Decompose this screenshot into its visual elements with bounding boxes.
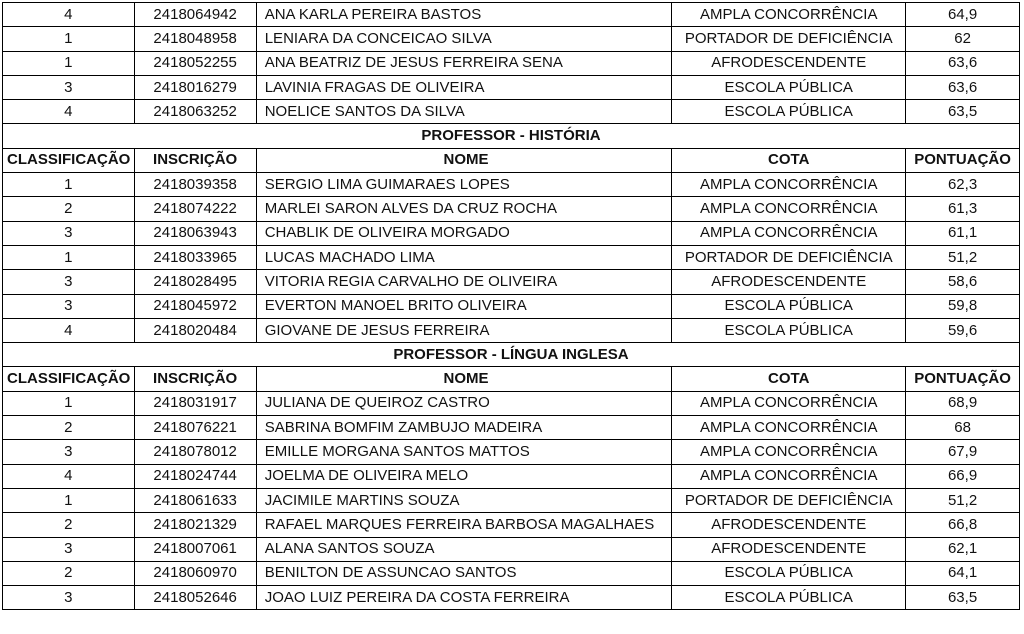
table-row [3, 27, 1020, 51]
cell-cota: AMPLA CONCORRÊNCIA [672, 197, 906, 221]
cell-pontuacao: 68,9 [906, 391, 1020, 415]
table-row [3, 513, 1020, 537]
cell-pontuacao: 51,2 [906, 245, 1020, 269]
section-title-row [3, 124, 1020, 148]
cell-cota: AMPLA CONCORRÊNCIA [672, 221, 906, 245]
table-row [3, 173, 1020, 197]
column-header-nome: NOME [256, 148, 672, 172]
cell-classificacao: 3 [3, 75, 135, 99]
cell-pontuacao: 63,5 [906, 100, 1020, 124]
cell-nome: RAFAEL MARQUES FERREIRA BARBOSA MAGALHAES [256, 513, 672, 537]
table-row [3, 3, 1020, 27]
cell-inscricao: 2418020484 [134, 318, 256, 342]
cell-classificacao: 2 [3, 197, 135, 221]
results-table [2, 2, 1020, 610]
cell-nome: LENIARA DA CONCEICAO SILVA [256, 27, 672, 51]
cell-cota: AFRODESCENDENTE [672, 270, 906, 294]
cell-nome: VITORIA REGIA CARVALHO DE OLIVEIRA [256, 270, 672, 294]
cell-inscricao: 2418064942 [134, 3, 256, 27]
cell-inscricao: 2418033965 [134, 245, 256, 269]
table-row [3, 391, 1020, 415]
column-header-row [3, 367, 1020, 391]
cell-pontuacao: 63,6 [906, 51, 1020, 75]
table-row [3, 440, 1020, 464]
cell-inscricao: 2418052255 [134, 51, 256, 75]
table-row [3, 294, 1020, 318]
cell-inscricao: 2418028495 [134, 270, 256, 294]
cell-cota: PORTADOR DE DEFICIÊNCIA [672, 488, 906, 512]
column-header-cota: COTA [672, 367, 906, 391]
cell-pontuacao: 63,5 [906, 586, 1020, 610]
column-header-cota: COTA [672, 148, 906, 172]
cell-nome: JULIANA DE QUEIROZ CASTRO [256, 391, 672, 415]
cell-pontuacao: 64,1 [906, 561, 1020, 585]
table-row [3, 51, 1020, 75]
cell-classificacao: 1 [3, 245, 135, 269]
column-header-classificacao: CLASSIFICAÇÃO [3, 367, 135, 391]
cell-classificacao: 3 [3, 440, 135, 464]
cell-pontuacao: 58,6 [906, 270, 1020, 294]
cell-nome: MARLEI SARON ALVES DA CRUZ ROCHA [256, 197, 672, 221]
cell-classificacao: 3 [3, 537, 135, 561]
cell-classificacao: 4 [3, 100, 135, 124]
cell-pontuacao: 64,9 [906, 3, 1020, 27]
cell-nome: LAVINIA FRAGAS DE OLIVEIRA [256, 75, 672, 99]
cell-cota: ESCOLA PÚBLICA [672, 586, 906, 610]
cell-pontuacao: 62,3 [906, 173, 1020, 197]
table-row [3, 197, 1020, 221]
column-header-classificacao: CLASSIFICAÇÃO [3, 148, 135, 172]
cell-nome: ANA KARLA PEREIRA BASTOS [256, 3, 672, 27]
cell-pontuacao: 62,1 [906, 537, 1020, 561]
cell-pontuacao: 66,9 [906, 464, 1020, 488]
cell-cota: ESCOLA PÚBLICA [672, 100, 906, 124]
cell-cota: PORTADOR DE DEFICIÊNCIA [672, 27, 906, 51]
column-header-nome: NOME [256, 367, 672, 391]
table-row [3, 245, 1020, 269]
cell-inscricao: 2418007061 [134, 537, 256, 561]
cell-inscricao: 2418024744 [134, 464, 256, 488]
cell-cota: ESCOLA PÚBLICA [672, 318, 906, 342]
cell-inscricao: 2418063252 [134, 100, 256, 124]
cell-cota: AFRODESCENDENTE [672, 537, 906, 561]
cell-nome: CHABLIK DE OLIVEIRA MORGADO [256, 221, 672, 245]
section-title: PROFESSOR - LÍNGUA INGLESA [3, 343, 1020, 367]
cell-inscricao: 2418060970 [134, 561, 256, 585]
cell-inscricao: 2418045972 [134, 294, 256, 318]
cell-classificacao: 3 [3, 294, 135, 318]
cell-pontuacao: 59,8 [906, 294, 1020, 318]
cell-cota: AMPLA CONCORRÊNCIA [672, 416, 906, 440]
section-title: PROFESSOR - HISTÓRIA [3, 124, 1020, 148]
cell-classificacao: 4 [3, 464, 135, 488]
cell-cota: ESCOLA PÚBLICA [672, 75, 906, 99]
cell-nome: ANA BEATRIZ DE JESUS FERREIRA SENA [256, 51, 672, 75]
cell-classificacao: 4 [3, 3, 135, 27]
cell-cota: AMPLA CONCORRÊNCIA [672, 440, 906, 464]
table-row [3, 416, 1020, 440]
cell-cota: ESCOLA PÚBLICA [672, 294, 906, 318]
table-row [3, 75, 1020, 99]
cell-cota: AMPLA CONCORRÊNCIA [672, 3, 906, 27]
cell-inscricao: 2418021329 [134, 513, 256, 537]
cell-nome: JOAO LUIZ PEREIRA DA COSTA FERREIRA [256, 586, 672, 610]
cell-pontuacao: 67,9 [906, 440, 1020, 464]
cell-classificacao: 1 [3, 391, 135, 415]
cell-classificacao: 1 [3, 51, 135, 75]
cell-nome: JOELMA DE OLIVEIRA MELO [256, 464, 672, 488]
cell-cota: ESCOLA PÚBLICA [672, 561, 906, 585]
cell-nome: EVERTON MANOEL BRITO OLIVEIRA [256, 294, 672, 318]
cell-classificacao: 1 [3, 27, 135, 51]
column-header-inscricao: INSCRIÇÃO [134, 367, 256, 391]
table-row [3, 586, 1020, 610]
cell-classificacao: 1 [3, 488, 135, 512]
table-row [3, 100, 1020, 124]
table-row [3, 561, 1020, 585]
cell-cota: AMPLA CONCORRÊNCIA [672, 391, 906, 415]
cell-classificacao: 4 [3, 318, 135, 342]
column-header-pontuacao: PONTUAÇÃO [906, 148, 1020, 172]
cell-inscricao: 2418063943 [134, 221, 256, 245]
cell-cota: AFRODESCENDENTE [672, 513, 906, 537]
table-row [3, 221, 1020, 245]
cell-inscricao: 2418031917 [134, 391, 256, 415]
cell-inscricao: 2418061633 [134, 488, 256, 512]
cell-pontuacao: 66,8 [906, 513, 1020, 537]
cell-cota: AFRODESCENDENTE [672, 51, 906, 75]
cell-inscricao: 2418076221 [134, 416, 256, 440]
cell-pontuacao: 62 [906, 27, 1020, 51]
cell-cota: AMPLA CONCORRÊNCIA [672, 464, 906, 488]
cell-classificacao: 2 [3, 416, 135, 440]
cell-nome: SERGIO LIMA GUIMARAES LOPES [256, 173, 672, 197]
cell-pontuacao: 63,6 [906, 75, 1020, 99]
cell-classificacao: 2 [3, 513, 135, 537]
cell-pontuacao: 59,6 [906, 318, 1020, 342]
cell-pontuacao: 68 [906, 416, 1020, 440]
cell-nome: LUCAS MACHADO LIMA [256, 245, 672, 269]
column-header-inscricao: INSCRIÇÃO [134, 148, 256, 172]
cell-nome: NOELICE SANTOS DA SILVA [256, 100, 672, 124]
cell-pontuacao: 61,3 [906, 197, 1020, 221]
table-row [3, 464, 1020, 488]
cell-classificacao: 2 [3, 561, 135, 585]
column-header-pontuacao: PONTUAÇÃO [906, 367, 1020, 391]
cell-nome: EMILLE MORGANA SANTOS MATTOS [256, 440, 672, 464]
table-row [3, 537, 1020, 561]
cell-nome: JACIMILE MARTINS SOUZA [256, 488, 672, 512]
cell-classificacao: 3 [3, 221, 135, 245]
cell-cota: PORTADOR DE DEFICIÊNCIA [672, 245, 906, 269]
cell-classificacao: 1 [3, 173, 135, 197]
cell-inscricao: 2418078012 [134, 440, 256, 464]
cell-nome: ALANA SANTOS SOUZA [256, 537, 672, 561]
cell-nome: SABRINA BOMFIM ZAMBUJO MADEIRA [256, 416, 672, 440]
cell-inscricao: 2418016279 [134, 75, 256, 99]
table-row [3, 488, 1020, 512]
cell-classificacao: 3 [3, 586, 135, 610]
cell-inscricao: 2418052646 [134, 586, 256, 610]
cell-inscricao: 2418039358 [134, 173, 256, 197]
cell-nome: BENILTON DE ASSUNCAO SANTOS [256, 561, 672, 585]
column-header-row [3, 148, 1020, 172]
section-title-row [3, 343, 1020, 367]
cell-pontuacao: 61,1 [906, 221, 1020, 245]
cell-classificacao: 3 [3, 270, 135, 294]
cell-inscricao: 2418048958 [134, 27, 256, 51]
table-row [3, 270, 1020, 294]
cell-pontuacao: 51,2 [906, 488, 1020, 512]
table-row [3, 318, 1020, 342]
results-table-body [3, 3, 1020, 610]
cell-inscricao: 2418074222 [134, 197, 256, 221]
cell-nome: GIOVANE DE JESUS FERREIRA [256, 318, 672, 342]
cell-cota: AMPLA CONCORRÊNCIA [672, 173, 906, 197]
